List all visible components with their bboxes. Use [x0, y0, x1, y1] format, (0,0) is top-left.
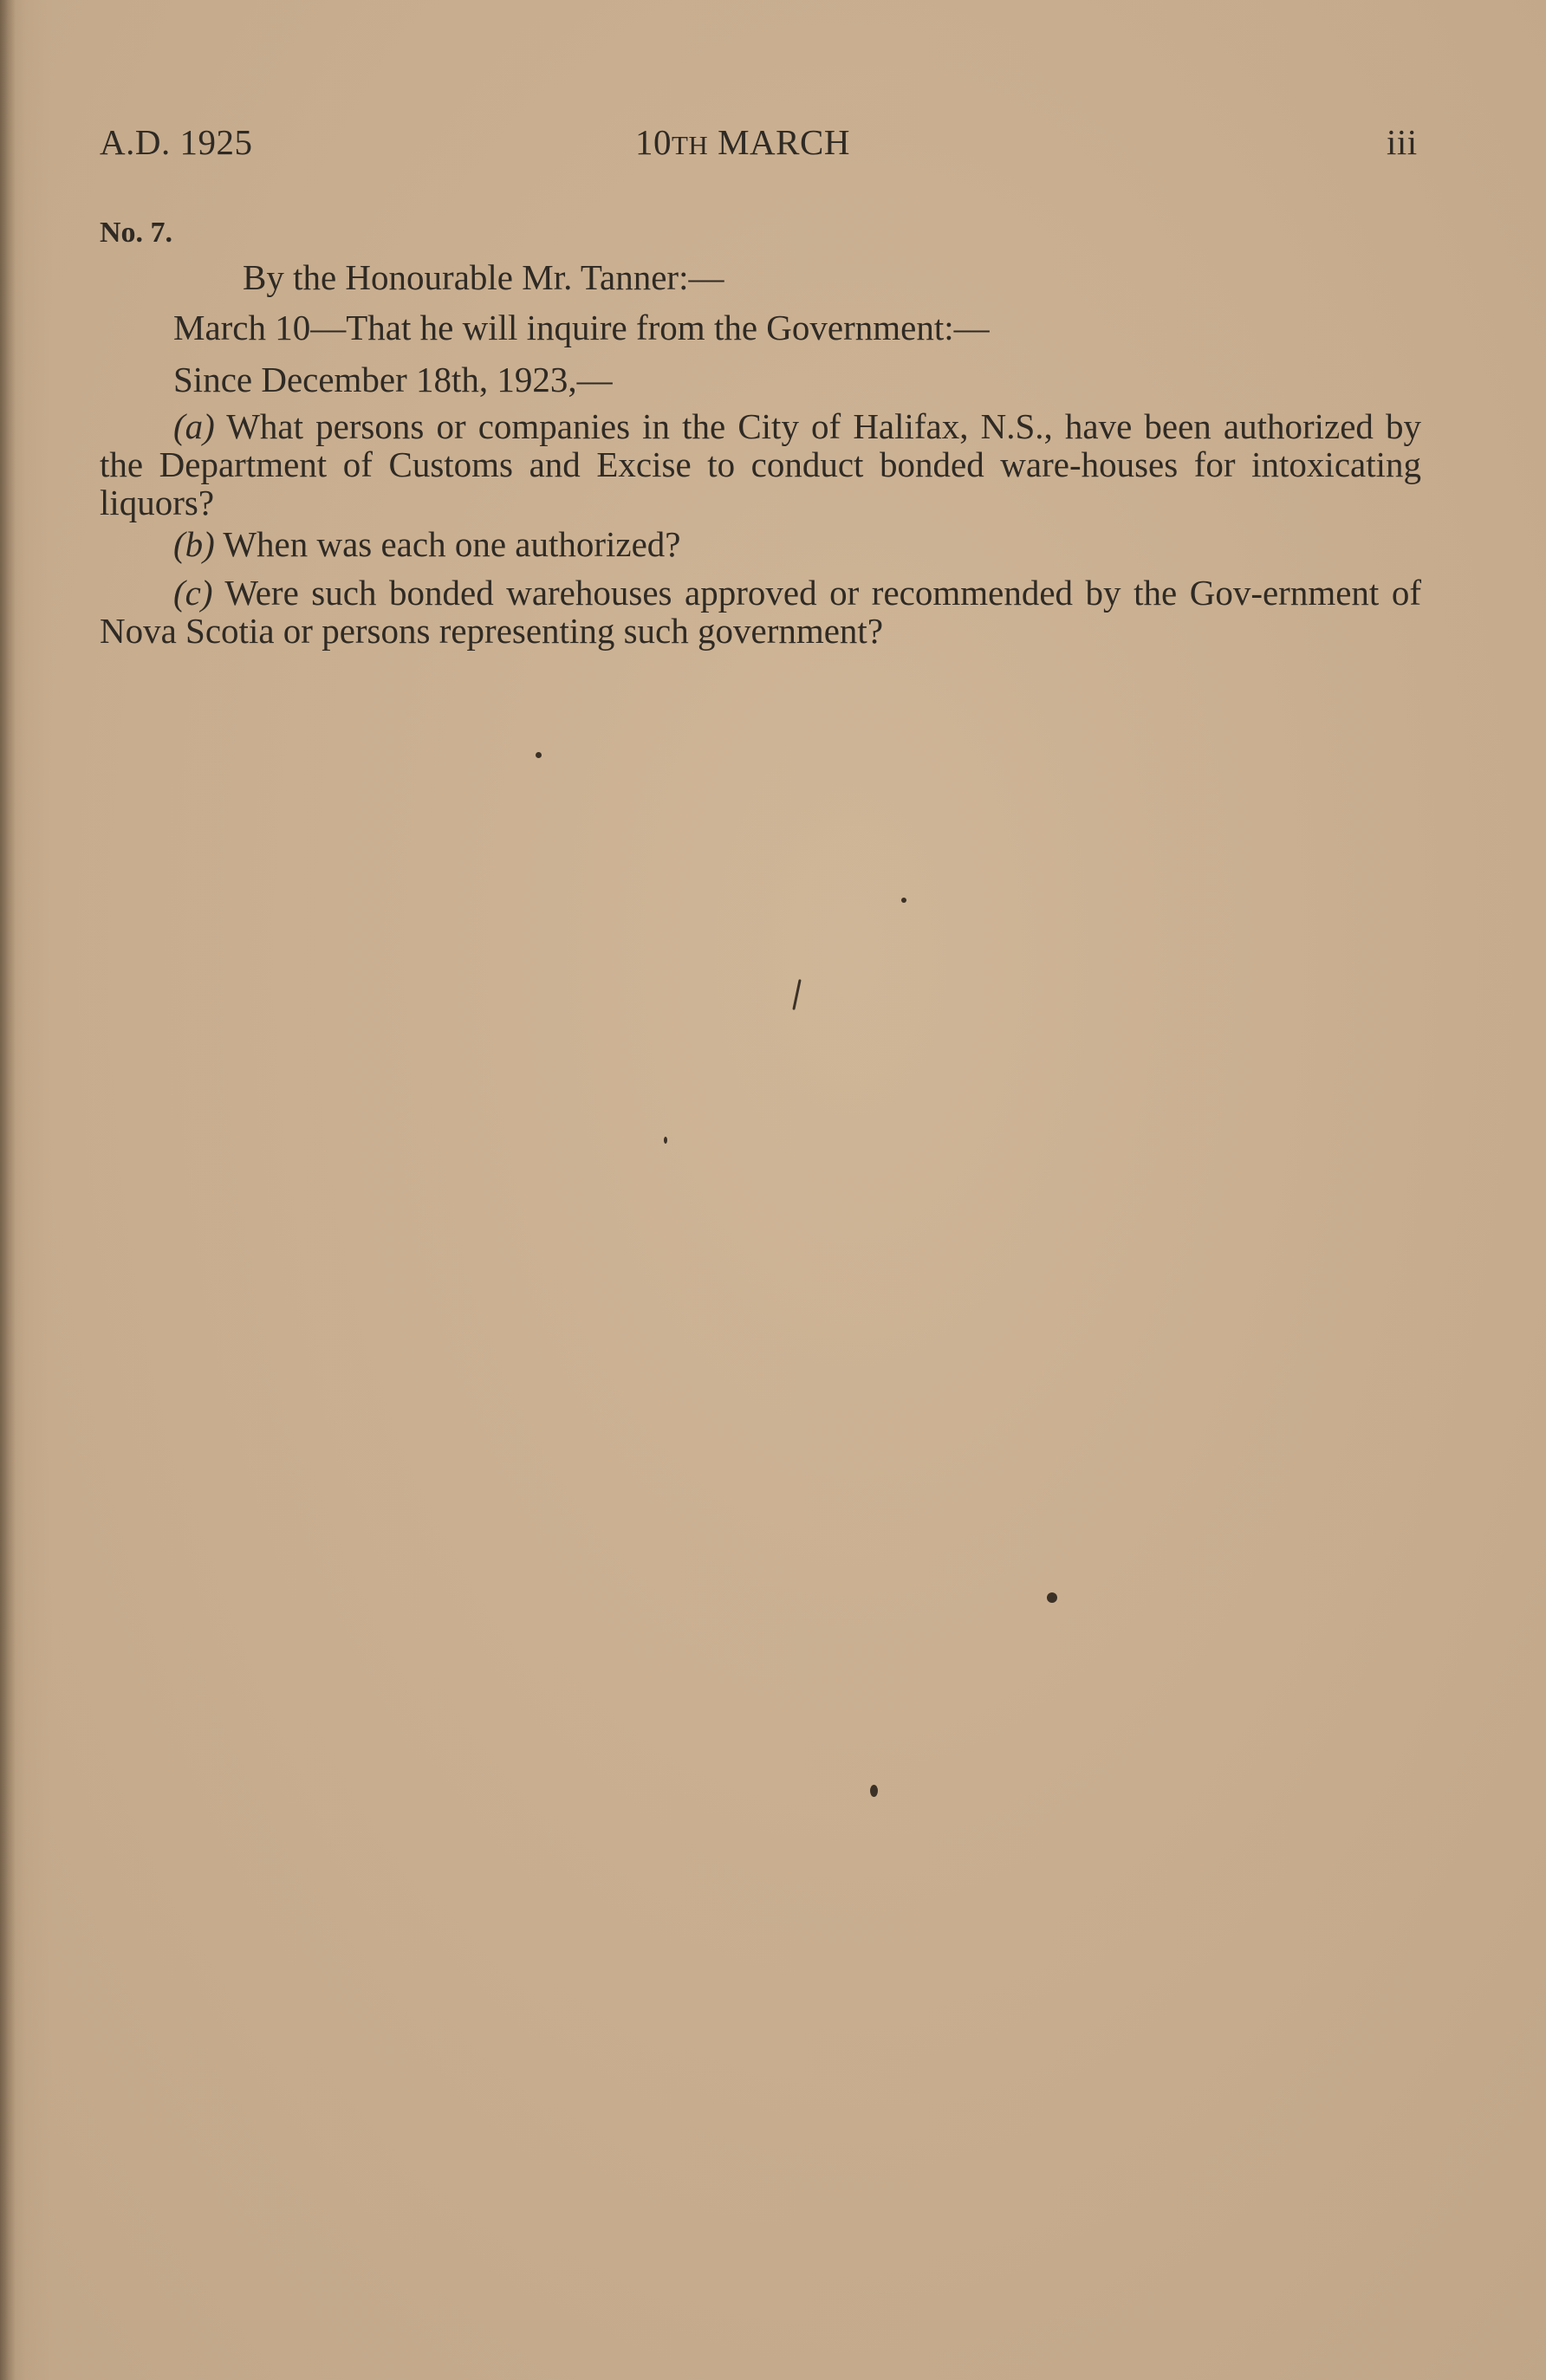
question-item-a: [100, 407, 1421, 522]
paper-speck: [901, 898, 906, 903]
header-day-suffix: TH: [672, 130, 709, 160]
item-text: When was each one authorized?: [223, 524, 681, 564]
paper-speck: [536, 752, 542, 758]
item-marker: (a): [173, 406, 215, 446]
header-month: MARCH: [718, 122, 850, 162]
item-marker: (b): [173, 524, 215, 564]
binding-edge: [0, 0, 16, 2380]
running-header: [0, 121, 1546, 165]
paper-speck: [1047, 1592, 1057, 1603]
header-year: A.D. 1925: [100, 122, 253, 162]
question-item-b: [100, 525, 1421, 563]
paper-speck: [870, 1785, 878, 1797]
paper-speck: [792, 979, 801, 1010]
item-marker: (c): [173, 573, 213, 613]
question-number: No. 7.: [100, 217, 173, 249]
question-by-line: By the Honourable Mr. Tanner:—: [243, 257, 724, 297]
question-date-line: March 10—That he will inquire from the Government:—: [173, 308, 990, 347]
paper-speck: [664, 1137, 667, 1144]
question-item-c: [100, 574, 1421, 650]
page-number: iii: [1387, 122, 1418, 162]
item-text: Were such bonded warehouses approved or recommended by the Gov-ernment of Nova Scotia or persons representing such government?: [100, 573, 1421, 651]
item-text: What persons or companies in the City of Halifax, N.S., have been authorized by the Department of Customs and Excise to conduct bonded ware-houses for intoxicating liquors?: [100, 406, 1422, 522]
question-since-line: Since December 18th, 1923,—: [173, 360, 613, 399]
header-day: 10: [635, 122, 672, 162]
header-date: [635, 121, 850, 163]
